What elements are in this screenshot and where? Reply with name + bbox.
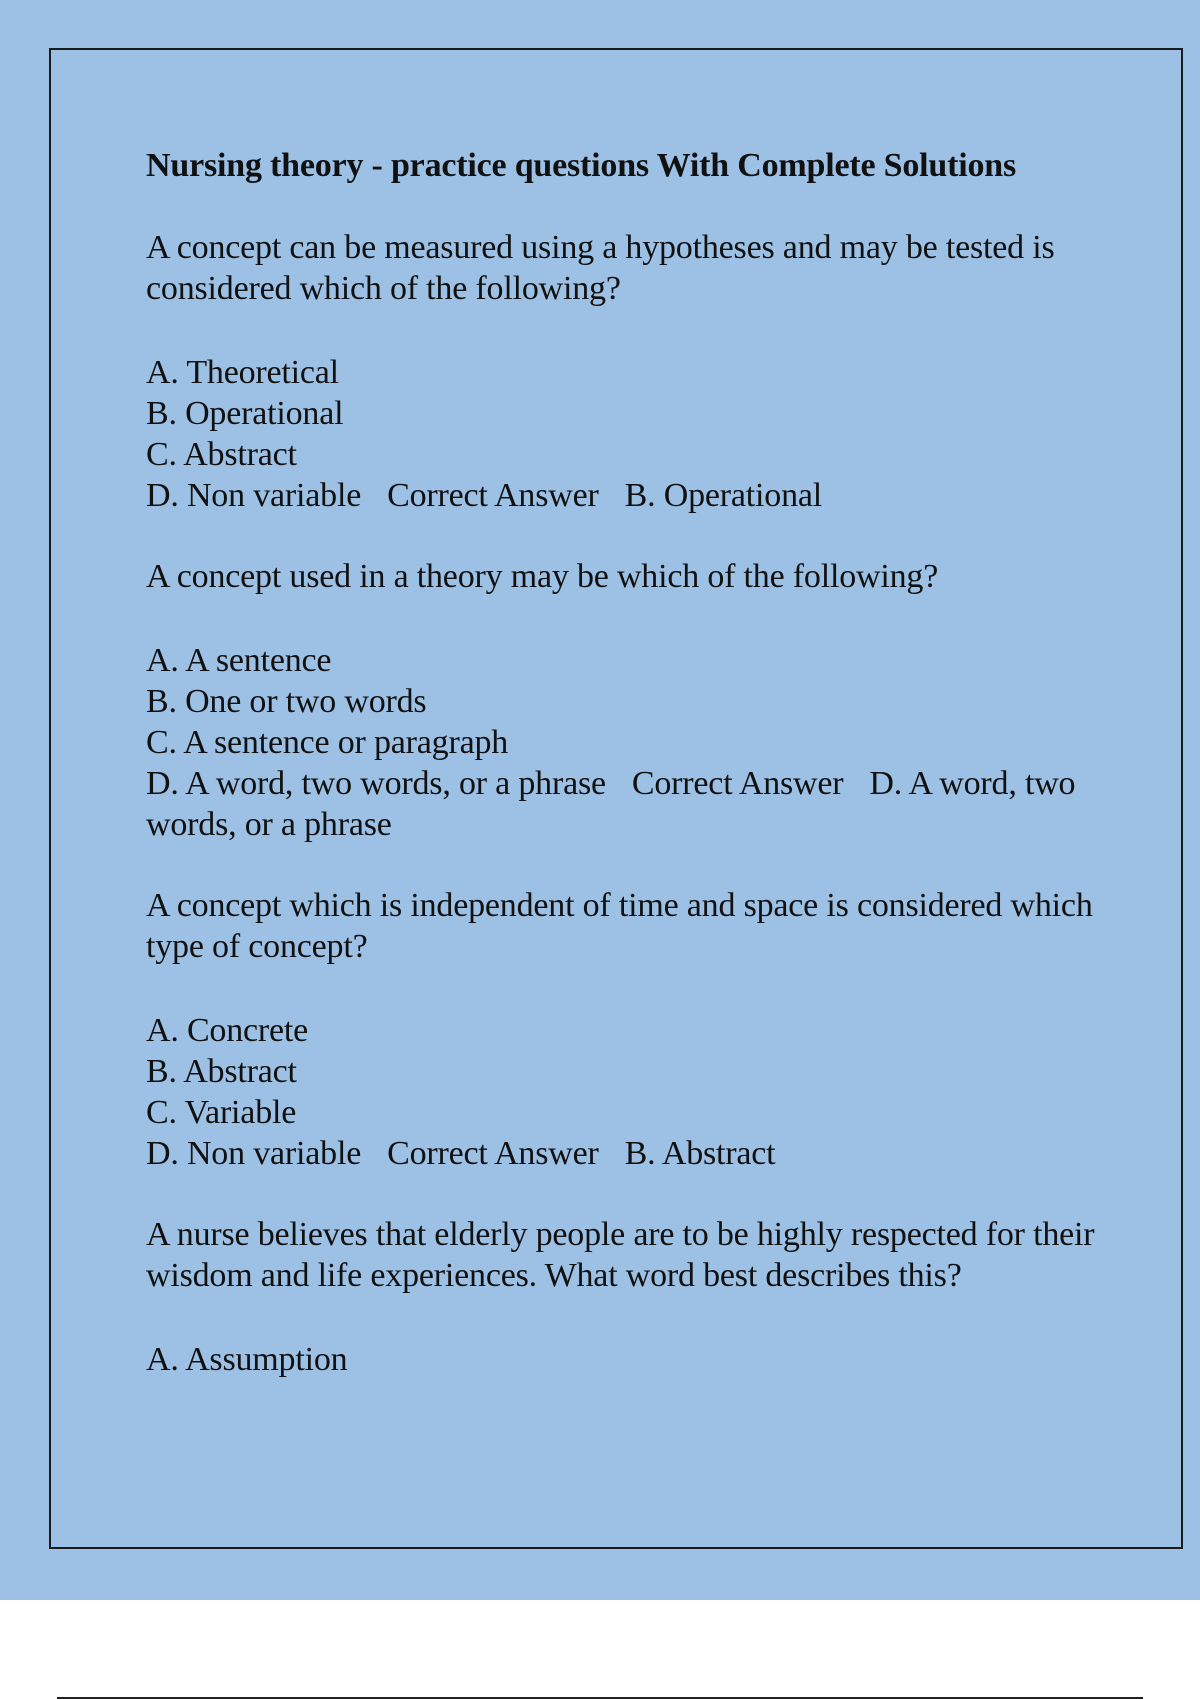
option-item: B. Operational: [146, 395, 344, 432]
question-text: A concept can be measured using a hypotheses and may be tested is considered which of the following?: [146, 229, 1055, 307]
option-item: C. A sentence or paragraph: [146, 724, 509, 761]
correct-answer-label: Correct Answer: [387, 477, 599, 514]
correct-answer-value: B. Operational: [624, 477, 823, 514]
option-item-with-answer: [146, 475, 1106, 516]
option-item: C. Variable: [146, 1094, 297, 1131]
option-text: D. Non variable: [146, 477, 362, 514]
document-content: [146, 140, 1106, 1380]
correct-answer-label: Correct Answer: [631, 765, 844, 802]
option-text: D. Non variable: [146, 1135, 362, 1172]
question-text: A nurse believes that elderly people are to be highly respected for their wisdom and life experiences. What word best describes this?: [146, 1216, 1095, 1294]
correct-answer-value: B. Abstract: [624, 1135, 776, 1172]
options-list: [146, 640, 1106, 845]
question-text: A concept used in a theory may be which of the following?: [146, 558, 939, 595]
question-block: [146, 227, 1106, 516]
question-text: A concept which is independent of time and space is considered which type of concept?: [146, 887, 1093, 965]
options-list: [146, 1339, 1106, 1380]
option-item: B. Abstract: [146, 1053, 297, 1090]
option-item: A. Assumption: [146, 1341, 348, 1378]
question-block: [146, 1214, 1106, 1380]
question-block: [146, 556, 1106, 845]
correct-answer-label: Correct Answer: [387, 1135, 599, 1172]
option-item-with-answer: [146, 763, 1106, 845]
footer-rule: [57, 1697, 1143, 1699]
options-list: [146, 1010, 1106, 1174]
correct-answer-value: D. A word, two words, or a phrase: [146, 765, 1076, 843]
document-title: Nursing theory - practice questions With Complete Solutions: [146, 147, 1017, 184]
option-item: A. A sentence: [146, 642, 332, 679]
option-item-with-answer: [146, 1133, 1106, 1174]
question-block: [146, 885, 1106, 1174]
options-list: [146, 352, 1106, 516]
option-item: A. Theoretical: [146, 354, 339, 391]
option-item: C. Abstract: [146, 436, 297, 473]
option-item: B. One or two words: [146, 683, 427, 720]
option-text: D. A word, two words, or a phrase: [146, 765, 606, 802]
option-item: A. Concrete: [146, 1012, 309, 1049]
